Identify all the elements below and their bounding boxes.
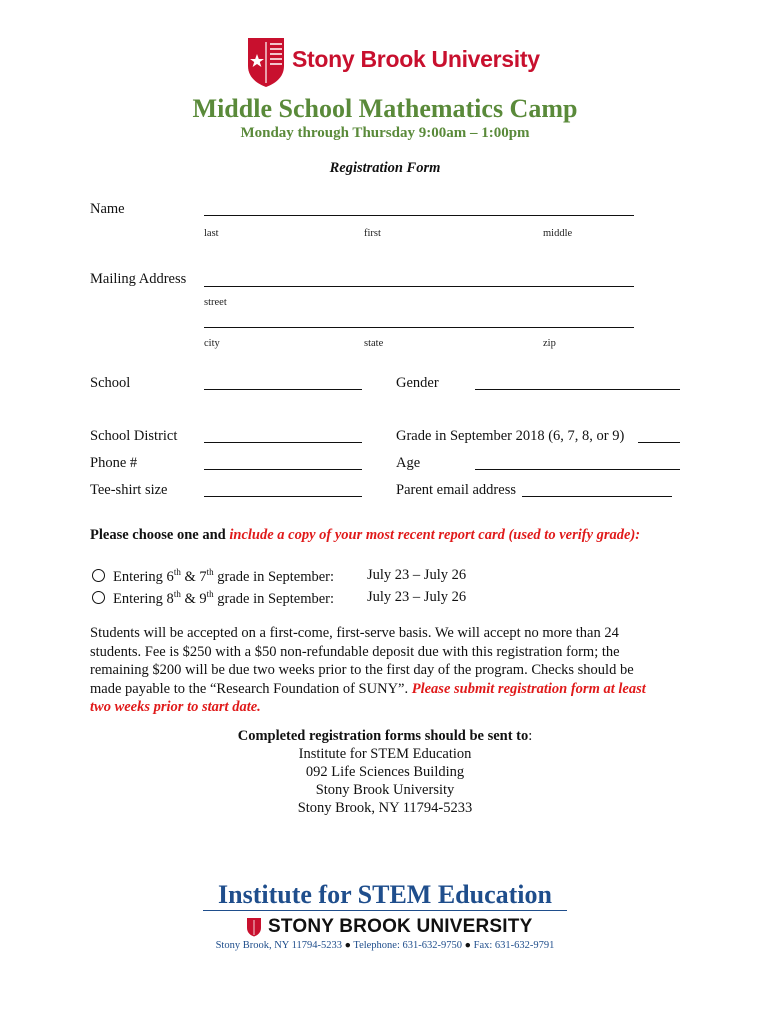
footer-contact: Stony Brook, NY 11794-5233 ● Telephone: 631-632-9750 ● Fax: 631-632-9791 xyxy=(215,940,555,951)
name-last-caption: last xyxy=(204,228,219,239)
grade-field[interactable] xyxy=(638,442,680,443)
policy-line-2: students. Fee is $250 with a $50 non-refundable deposit due with this registration form; the xyxy=(90,643,620,660)
gender-label: Gender xyxy=(396,375,439,391)
name-field[interactable] xyxy=(204,215,634,216)
address-label: Mailing Address xyxy=(90,271,187,287)
policy-line-5: two weeks prior to start date. xyxy=(90,699,261,715)
tshirt-label: Tee-shirt size xyxy=(90,482,168,498)
option-8-9[interactable]: Entering 8th & 9th grade in September: xyxy=(92,589,334,608)
policy-line-4: made payable to the “Research Foundation of SUNY”. Please submit registration form at least xyxy=(90,680,646,697)
option-6-7[interactable]: Entering 6th & 7th grade in September: xyxy=(92,567,334,586)
send-to-line: Stony Brook University xyxy=(315,782,455,798)
age-field[interactable] xyxy=(475,469,680,470)
footer-institute: Institute for STEM Education xyxy=(218,880,552,909)
name-middle-caption: middle xyxy=(543,228,573,239)
policy-paragraph xyxy=(90,624,680,717)
city-state-zip-field[interactable] xyxy=(204,327,634,328)
page-title: Middle School Mathematics Camp xyxy=(192,94,578,123)
option-8-9-dates: July 23 – July 26 xyxy=(367,589,467,605)
university-name: Stony Brook University xyxy=(292,46,540,72)
footer-divider xyxy=(203,910,567,911)
send-to-line: Stony Brook, NY 11794-5233 xyxy=(297,800,473,816)
school-label: School xyxy=(90,375,131,391)
school-field[interactable] xyxy=(204,389,362,390)
university-logo xyxy=(246,36,540,88)
send-to-heading: Completed registration forms should be sent to: xyxy=(237,728,533,744)
street-field[interactable] xyxy=(204,286,634,287)
form-title: Registration Form xyxy=(329,160,441,176)
phone-label: Phone # xyxy=(90,455,138,471)
state-caption: state xyxy=(364,338,384,349)
shield-icon xyxy=(246,36,286,88)
tshirt-field[interactable] xyxy=(204,496,362,497)
radio-icon[interactable] xyxy=(92,569,105,582)
page-subtitle: Monday through Thursday 9:00am – 1:00pm xyxy=(240,125,530,141)
policy-line-1: Students will be accepted on a first-come, first-serve basis. We will accept no more than 24 xyxy=(90,625,619,641)
parent-email-label: Parent email address xyxy=(396,482,516,498)
radio-icon[interactable] xyxy=(92,591,105,604)
bullet-icon: ● xyxy=(344,940,351,951)
phone-field[interactable] xyxy=(204,469,362,470)
choice-intro-red: include a copy of your most recent report card (used to verify grade): xyxy=(229,527,641,543)
send-to-line: 092 Life Sciences Building xyxy=(305,764,465,780)
option-6-7-dates: July 23 – July 26 xyxy=(367,567,467,583)
bullet-icon: ● xyxy=(464,940,471,951)
name-first-caption: first xyxy=(364,228,381,239)
choice-intro xyxy=(90,527,640,544)
name-label: Name xyxy=(90,201,125,217)
age-label: Age xyxy=(396,455,421,471)
district-field[interactable] xyxy=(204,442,362,443)
parent-email-field[interactable] xyxy=(522,496,672,497)
shield-icon xyxy=(246,917,262,937)
grade-label: Grade in September 2018 (6, 7, 8, or 9) xyxy=(396,428,625,444)
zip-caption: zip xyxy=(543,338,556,349)
gender-field[interactable] xyxy=(475,389,680,390)
choice-intro-bold: Please choose one and xyxy=(90,527,226,543)
district-label: School District xyxy=(90,428,178,444)
city-caption: city xyxy=(204,338,220,349)
send-to-line: Institute for STEM Education xyxy=(298,746,472,762)
street-caption: street xyxy=(204,297,227,308)
policy-line-3: remaining $200 will be due two weeks prior to the first day of the program. Checks should be xyxy=(90,662,634,678)
